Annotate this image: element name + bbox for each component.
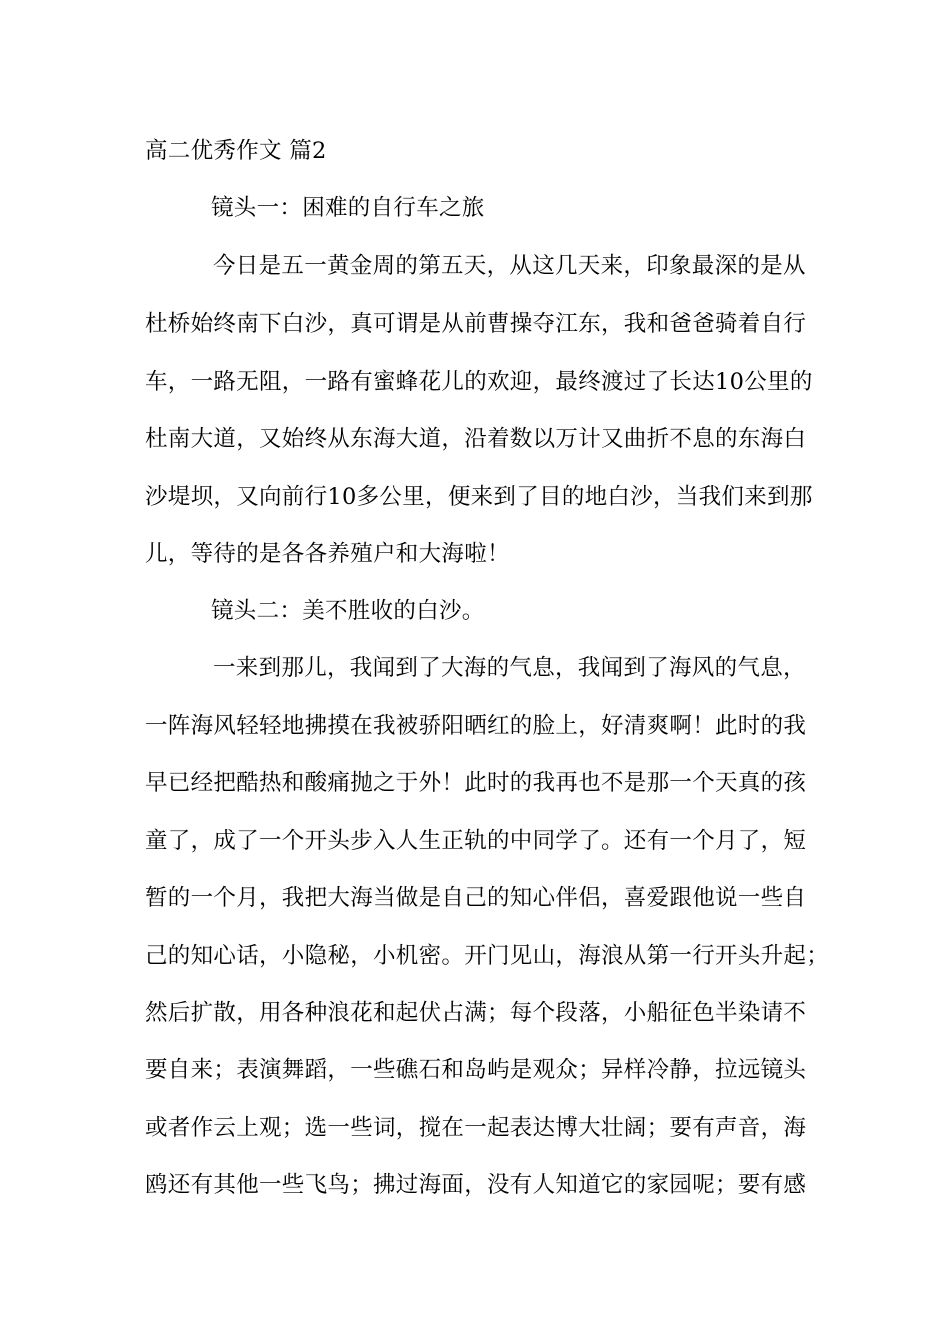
section-heading-1: 镜头一：困难的自行车之旅 — [211, 195, 485, 221]
paragraph-line: 或者作云上观；选一些词，搅在一起表达博大壮阔；要有声音，海 — [145, 1115, 807, 1141]
paragraph-line: 早已经把酷热和酸痛抛之于外！此时的我再也不是那一个天真的孩 — [145, 770, 807, 796]
document-title: 高二优秀作文 篇2 — [145, 138, 327, 164]
paragraph-line: 鸥还有其他一些飞鸟；拂过海面，没有人知道它的家园呢；要有感 — [145, 1172, 807, 1198]
paragraph-line: 沙堤坝，又向前行10多公里，便来到了目的地白沙，当我们来到那 — [145, 484, 813, 510]
paragraph-line: 杜南大道，又始终从东海大道，沿着数以万计又曲折不息的东海白 — [145, 426, 807, 452]
paragraph-line: 今日是五一黄金周的第五天，从这几天来，印象最深的是从 — [213, 253, 806, 279]
paragraph-line: 一来到那儿，我闻到了大海的气息，我闻到了海风的气息， — [213, 655, 806, 681]
paragraph-line: 己的知心话，小隐秘，小机密。开门见山，海浪从第一行开头升起； — [145, 943, 830, 969]
paragraph-line: 要自来；表演舞蹈，一些礁石和岛屿是观众；异样冷静，拉远镜头 — [145, 1057, 807, 1083]
paragraph-line: 杜桥始终南下白沙，真可谓是从前曹操夺江东，我和爸爸骑着自行 — [145, 311, 807, 337]
paragraph-line: 然后扩散，用各种浪花和起伏占满；每个段落，小船征色半染请不 — [145, 1000, 807, 1026]
paragraph-line: 童了，成了一个开头步入人生正轨的中同学了。还有一个月了，短 — [145, 828, 807, 854]
paragraph-line: 一阵海风轻轻地拂摸在我被骄阳晒红的脸上，好清爽啊！此时的我 — [145, 713, 807, 739]
paragraph-line: 儿，等待的是各各养殖户和大海啦！ — [145, 541, 510, 567]
paragraph-line: 车，一路无阻，一路有蜜蜂花儿的欢迎，最终渡过了长达10公里的 — [145, 369, 813, 395]
paragraph-line: 暂的一个月，我把大海当做是自己的知心伴侣，喜爱跟他说一些自 — [145, 885, 807, 911]
section-heading-2: 镜头二：美不胜收的白沙。 — [211, 598, 485, 624]
